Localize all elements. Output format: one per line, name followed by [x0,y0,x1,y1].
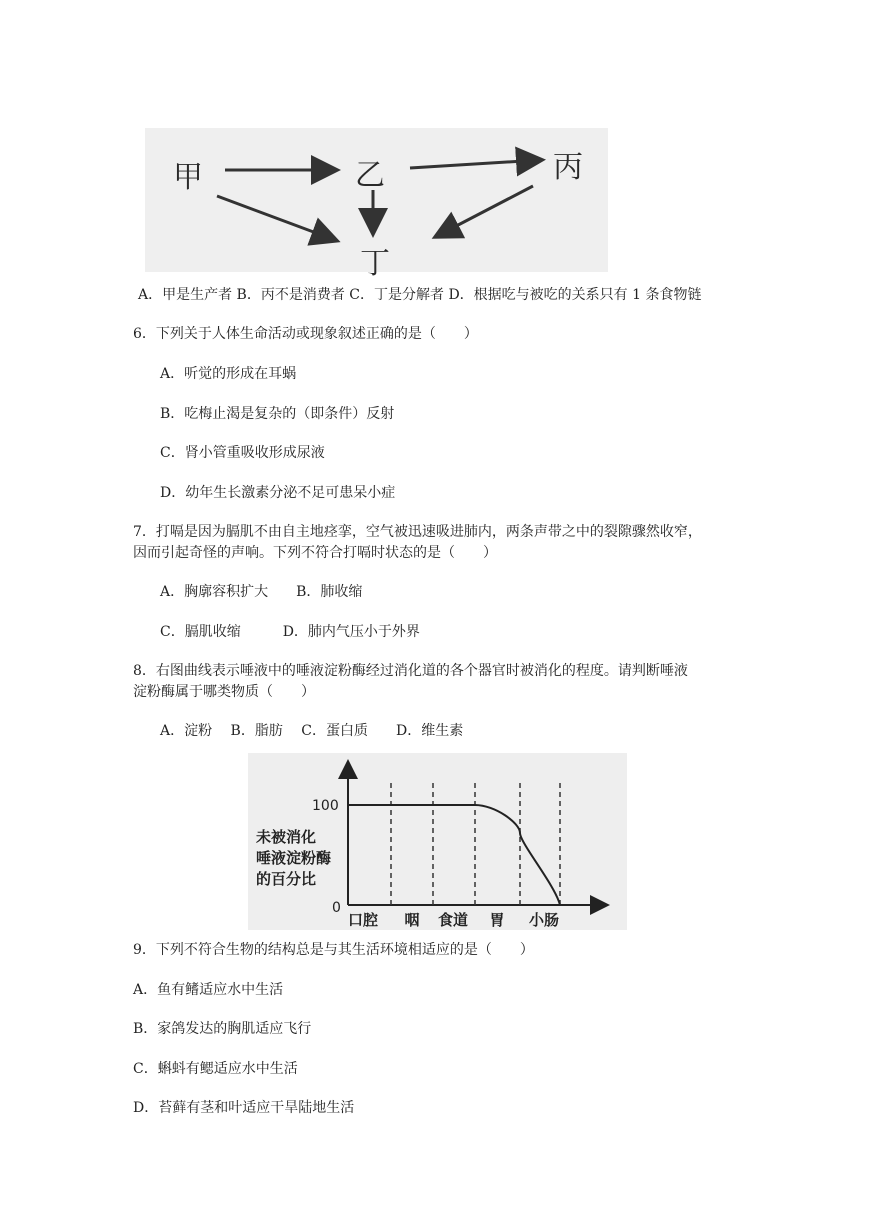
arrow-jia-ding [217,196,335,240]
q7-options-row2: C．膈肌收缩 D．肺内气压小于外界 [160,624,420,640]
q7-options-row1: A．胸廓容积扩大 B．肺收缩 [160,584,363,600]
x-tick-label: 咽 [404,911,420,929]
arrow-bing-ding [437,186,533,236]
q9-option-d: D．苔藓有茎和叶适应干旱陆地生活 [133,1100,355,1116]
q9-option-a: A．鱼有鳍适应水中生活 [133,982,284,998]
q6-option-b: B．吃梅止渴是复杂的（即条件）反射 [160,406,395,422]
x-tick-label: 小肠 [528,911,560,929]
q6-option-c: C．肾小管重吸收形成尿液 [160,445,325,461]
q7-stem-line1: 7．打嗝是因为膈肌不由自主地痉挛，空气被迅速吸进肺内，两条声带之中的裂隙骤然收窄， [133,524,702,540]
arrow-yi-bing [410,160,540,168]
ylabel-line1: 未被消化 [256,828,317,846]
q8-stem-line2: 淀粉酶属于哪类物质（ ） [133,684,315,700]
q8-options-row: A．淀粉 B．脂肪 C．蛋白质 D．维生素 [160,723,464,739]
food-web-figure [145,128,608,281]
q9-option-c: C．蝌蚪有鳃适应水中生活 [133,1061,298,1077]
q6-option-d: D．幼年生长激素分泌不足可患呆小症 [160,485,396,501]
node-yi: 乙 [355,158,385,193]
x-tick-label: 食道 [437,911,469,929]
x-tick-label: 胃 [489,911,505,929]
q5-options: A．甲是生产者 B．丙不是消费者 C．丁是分解者 D．根据吃与被吃的关系只有 1 条食物链 [138,287,702,303]
ytick-100: 100 [312,798,339,814]
node-jia: 甲 [173,160,203,195]
chart-dividers [391,783,560,905]
q9-stem: 9．下列不符合生物的结构总是与其生活环境相适应的是（ ） [133,942,534,958]
ylabel-line2: 唾液淀粉酶 [256,849,332,867]
node-bing: 丙 [553,150,583,185]
q7-stem-line2: 因而引起奇怪的声响。下列不符合打嗝时状态的是（ ） [133,545,497,561]
q8-stem-line1: 8．右图曲线表示唾液中的唾液淀粉酶经过消化道的各个器官时被消化的程度。请判断唾液 [133,663,688,679]
chart-svg [248,753,627,930]
ylabel-line3: 的百分比 [256,870,317,888]
q6-stem: 6．下列关于人体生命活动或现象叙述正确的是（ ） [133,326,478,342]
node-ding: 丁 [360,246,390,281]
ytick-0: 0 [332,900,341,916]
x-tick-label: 口腔 [347,911,379,929]
q6-option-a: A．听觉的形成在耳蜗 [160,366,297,382]
q9-option-b: B．家鸽发达的胸肌适应飞行 [133,1021,312,1037]
series-line [348,805,560,905]
enzyme-digestion-chart [248,753,627,930]
